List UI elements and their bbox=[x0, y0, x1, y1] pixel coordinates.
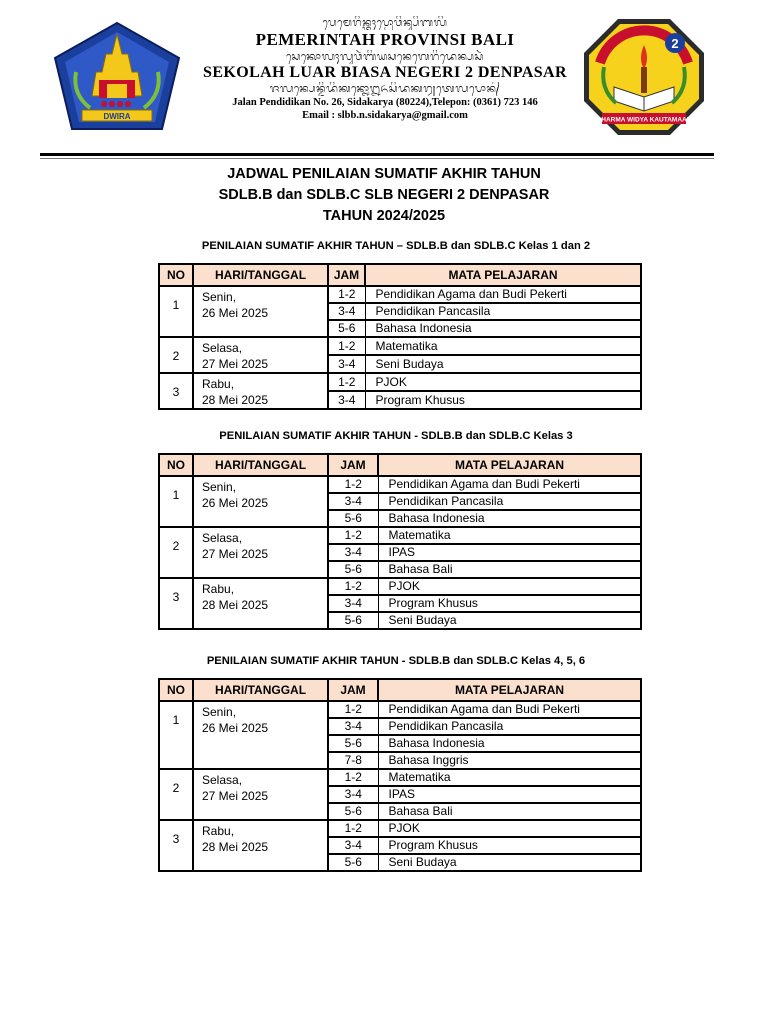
table-row bbox=[159, 820, 641, 837]
subject-cell: Seni Budaya bbox=[378, 612, 641, 629]
table-row bbox=[159, 337, 641, 355]
column-header-no: NO bbox=[159, 679, 193, 701]
day-name: Senin, bbox=[202, 480, 237, 494]
column-header-day: HARI/TANGGAL bbox=[193, 264, 328, 286]
subject-cell: Bahasa Indonesia bbox=[378, 510, 641, 527]
column-header-jam: JAM bbox=[328, 454, 378, 476]
day-number: 1 bbox=[159, 701, 193, 769]
table-row bbox=[159, 527, 641, 544]
schedule-table-kelas-4-5-6 bbox=[158, 678, 642, 872]
jam-cell: 3-4 bbox=[328, 544, 378, 561]
day-number: 3 bbox=[159, 373, 193, 409]
table-row bbox=[159, 769, 641, 786]
subject-cell: Bahasa Bali bbox=[378, 561, 641, 578]
day-name: Selasa, bbox=[202, 341, 243, 355]
day-number: 1 bbox=[159, 286, 193, 337]
day-cell bbox=[193, 337, 328, 373]
day-number: 2 bbox=[159, 769, 193, 820]
bali-province-emblem-icon bbox=[52, 20, 182, 132]
subject-cell: PJOK bbox=[378, 820, 641, 837]
day-name: Senin, bbox=[202, 705, 237, 719]
jam-cell: 1-2 bbox=[328, 373, 365, 391]
subject-cell: Program Khusus bbox=[365, 391, 641, 409]
balinese-script-line-2: ᬲᬾᬓᭀᬮᬄᬮᬸᬯᬃᬩᬶᬬᬲᬦᬾᬕᬾᬭᬶᬤᬾᬦ᭄ᬧᬲᬃ bbox=[286, 50, 484, 63]
school-email: Email : slbb.n.sidakarya@gmail.com bbox=[302, 110, 468, 121]
day-date: 27 Mei 2025 bbox=[202, 547, 269, 561]
day-number: 1 bbox=[159, 476, 193, 527]
table-header-row bbox=[159, 264, 641, 286]
day-date: 28 Mei 2025 bbox=[202, 393, 269, 407]
jam-cell: 1-2 bbox=[328, 286, 365, 303]
day-cell bbox=[193, 820, 328, 871]
day-cell bbox=[193, 578, 328, 629]
table-row bbox=[159, 373, 641, 391]
letterhead bbox=[0, 0, 768, 160]
day-cell bbox=[193, 701, 328, 769]
jam-cell: 1-2 bbox=[328, 337, 365, 355]
jam-cell: 3-4 bbox=[328, 303, 365, 320]
day-date: 26 Mei 2025 bbox=[202, 306, 269, 320]
day-date: 27 Mei 2025 bbox=[202, 357, 269, 371]
jam-cell: 5-6 bbox=[328, 854, 378, 871]
subject-cell: Pendidikan Pancasila bbox=[378, 493, 641, 510]
subject-cell: Matematika bbox=[378, 527, 641, 544]
jam-cell: 1-2 bbox=[328, 701, 378, 718]
subject-cell: Bahasa Indonesia bbox=[365, 320, 641, 337]
right-logo-number: 2 bbox=[671, 36, 679, 51]
column-header-subject: MATA PELAJARAN bbox=[365, 264, 641, 286]
letterhead-divider-thin bbox=[40, 158, 714, 159]
day-number: 2 bbox=[159, 527, 193, 578]
document-title-line-1: JADWAL PENILAIAN SUMATIF AKHIR TAHUN bbox=[227, 166, 541, 182]
column-header-day: HARI/TANGGAL bbox=[193, 679, 328, 701]
column-header-jam: JAM bbox=[328, 264, 365, 286]
table-header-row bbox=[159, 679, 641, 701]
subject-cell: Pendidikan Pancasila bbox=[378, 718, 641, 735]
column-header-day: HARI/TANGGAL bbox=[193, 454, 328, 476]
day-cell bbox=[193, 769, 328, 820]
subject-cell: Bahasa Bali bbox=[378, 803, 641, 820]
jam-cell: 3-4 bbox=[328, 786, 378, 803]
section-title-kelas-3: PENILAIAN SUMATIF AKHIR TAHUN - SDLB.B dan SDLB.C Kelas 3 bbox=[219, 430, 573, 442]
day-date: 27 Mei 2025 bbox=[202, 789, 269, 803]
jam-cell: 7-8 bbox=[328, 752, 378, 769]
balinese-script-line-1: ᬧᬾᬫᬾᬭᬶᬦ᭄ᬢᬄᬧ᭄ᬭᭀᬯᬶᬦ᭄ᬲᬶᬩᬮᬶ bbox=[322, 16, 448, 29]
jam-cell: 1-2 bbox=[328, 578, 378, 595]
subject-cell: PJOK bbox=[378, 578, 641, 595]
day-name: Rabu, bbox=[202, 824, 235, 838]
balinese-script-line-3: ᬚᬮᬦ᭄ᬧᬾᬦ᭄ᬤᬶᬤᬶᬓᬦ᭄ᬦᭀ᭒᭖ᬲᬶᬤᬓᬭ᭄ᬬᬢᬾᬮᬧᭀᬦ᭄ bbox=[269, 82, 501, 95]
table-header-row bbox=[159, 454, 641, 476]
jam-cell: 1-2 bbox=[328, 527, 378, 544]
school-address: Jalan Pendidikan No. 26, Sidakarya (80224),Telepon: (0361) 723 146 bbox=[232, 97, 538, 108]
table-row bbox=[159, 701, 641, 718]
subject-cell: Pendidikan Agama dan Budi Pekerti bbox=[378, 476, 641, 493]
day-name: Senin, bbox=[202, 290, 237, 304]
day-cell bbox=[193, 373, 328, 409]
day-name: Selasa, bbox=[202, 773, 243, 787]
table-row bbox=[159, 286, 641, 303]
day-number: 3 bbox=[159, 820, 193, 871]
jam-cell: 3-4 bbox=[328, 493, 378, 510]
subject-cell: Pendidikan Pancasila bbox=[365, 303, 641, 320]
day-number: 3 bbox=[159, 578, 193, 629]
jam-cell: 1-2 bbox=[328, 476, 378, 493]
jam-cell: 3-4 bbox=[328, 837, 378, 854]
document-title bbox=[0, 164, 768, 227]
jam-cell: 3-4 bbox=[328, 718, 378, 735]
jam-cell: 3-4 bbox=[328, 355, 365, 373]
table-row bbox=[159, 476, 641, 493]
government-name: PEMERINTAH PROVINSI BALI bbox=[255, 30, 515, 49]
day-cell bbox=[193, 527, 328, 578]
day-date: 28 Mei 2025 bbox=[202, 840, 269, 854]
subject-cell: PJOK bbox=[365, 373, 641, 391]
document-title-line-3: TAHUN 2024/2025 bbox=[322, 208, 446, 224]
subject-cell: Bahasa Inggris bbox=[378, 752, 641, 769]
day-name: Rabu, bbox=[202, 582, 235, 596]
jam-cell: 5-6 bbox=[328, 561, 378, 578]
table-row bbox=[159, 578, 641, 595]
subject-cell: Program Khusus bbox=[378, 595, 641, 612]
schedule-table-kelas-3 bbox=[158, 453, 642, 630]
day-date: 26 Mei 2025 bbox=[202, 721, 269, 735]
subject-cell: Bahasa Indonesia bbox=[378, 735, 641, 752]
column-header-subject: MATA PELAJARAN bbox=[378, 454, 641, 476]
day-date: 28 Mei 2025 bbox=[202, 598, 269, 612]
subject-cell: Seni Budaya bbox=[378, 854, 641, 871]
jam-cell: 1-2 bbox=[328, 769, 378, 786]
column-header-subject: MATA PELAJARAN bbox=[378, 679, 641, 701]
subject-cell: Program Khusus bbox=[378, 837, 641, 854]
jam-cell: 5-6 bbox=[328, 612, 378, 629]
jam-cell: 5-6 bbox=[328, 320, 365, 337]
day-cell bbox=[193, 476, 328, 527]
day-date: 26 Mei 2025 bbox=[202, 496, 269, 510]
jam-cell: 3-4 bbox=[328, 391, 365, 409]
jam-cell: 3-4 bbox=[328, 595, 378, 612]
jam-cell: 1-2 bbox=[328, 820, 378, 837]
day-number: 2 bbox=[159, 337, 193, 373]
letterhead-text bbox=[175, 16, 595, 122]
column-header-no: NO bbox=[159, 264, 193, 286]
letterhead-divider bbox=[40, 153, 714, 156]
jam-cell: 5-6 bbox=[328, 803, 378, 820]
day-cell bbox=[193, 286, 328, 337]
jam-cell: 5-6 bbox=[328, 510, 378, 527]
subject-cell: Pendidikan Agama dan Budi Pekerti bbox=[365, 286, 641, 303]
subject-cell: IPAS bbox=[378, 544, 641, 561]
column-header-no: NO bbox=[159, 454, 193, 476]
day-name: Rabu, bbox=[202, 377, 235, 391]
column-header-jam: JAM bbox=[328, 679, 378, 701]
school-name: SEKOLAH LUAR BIASA NEGERI 2 DENPASAR bbox=[203, 64, 567, 81]
document-title-line-2: SDLB.B dan SDLB.C SLB NEGERI 2 DENPASAR bbox=[218, 187, 550, 203]
subject-cell: Matematika bbox=[365, 337, 641, 355]
subject-cell: Pendidikan Agama dan Budi Pekerti bbox=[378, 701, 641, 718]
section-title-kelas-4-5-6: PENILAIAN SUMATIF AKHIR TAHUN - SDLB.B dan SDLB.C Kelas 4, 5, 6 bbox=[206, 655, 586, 667]
subject-cell: Matematika bbox=[378, 769, 641, 786]
school-emblem-icon bbox=[582, 17, 706, 137]
schedule-table-kelas-1-2 bbox=[158, 263, 642, 410]
section-title-kelas-1-2: PENILAIAN SUMATIF AKHIR TAHUN – SDLB.B dan SDLB.C Kelas 1 dan 2 bbox=[201, 240, 591, 252]
jam-cell: 5-6 bbox=[328, 735, 378, 752]
subject-cell: IPAS bbox=[378, 786, 641, 803]
subject-cell: Seni Budaya bbox=[365, 355, 641, 373]
day-name: Selasa, bbox=[202, 531, 243, 545]
left-logo-text: DWIRA bbox=[103, 112, 131, 121]
right-logo-motto: DHARMA WIDYA KAUTAMAAN bbox=[596, 116, 692, 124]
